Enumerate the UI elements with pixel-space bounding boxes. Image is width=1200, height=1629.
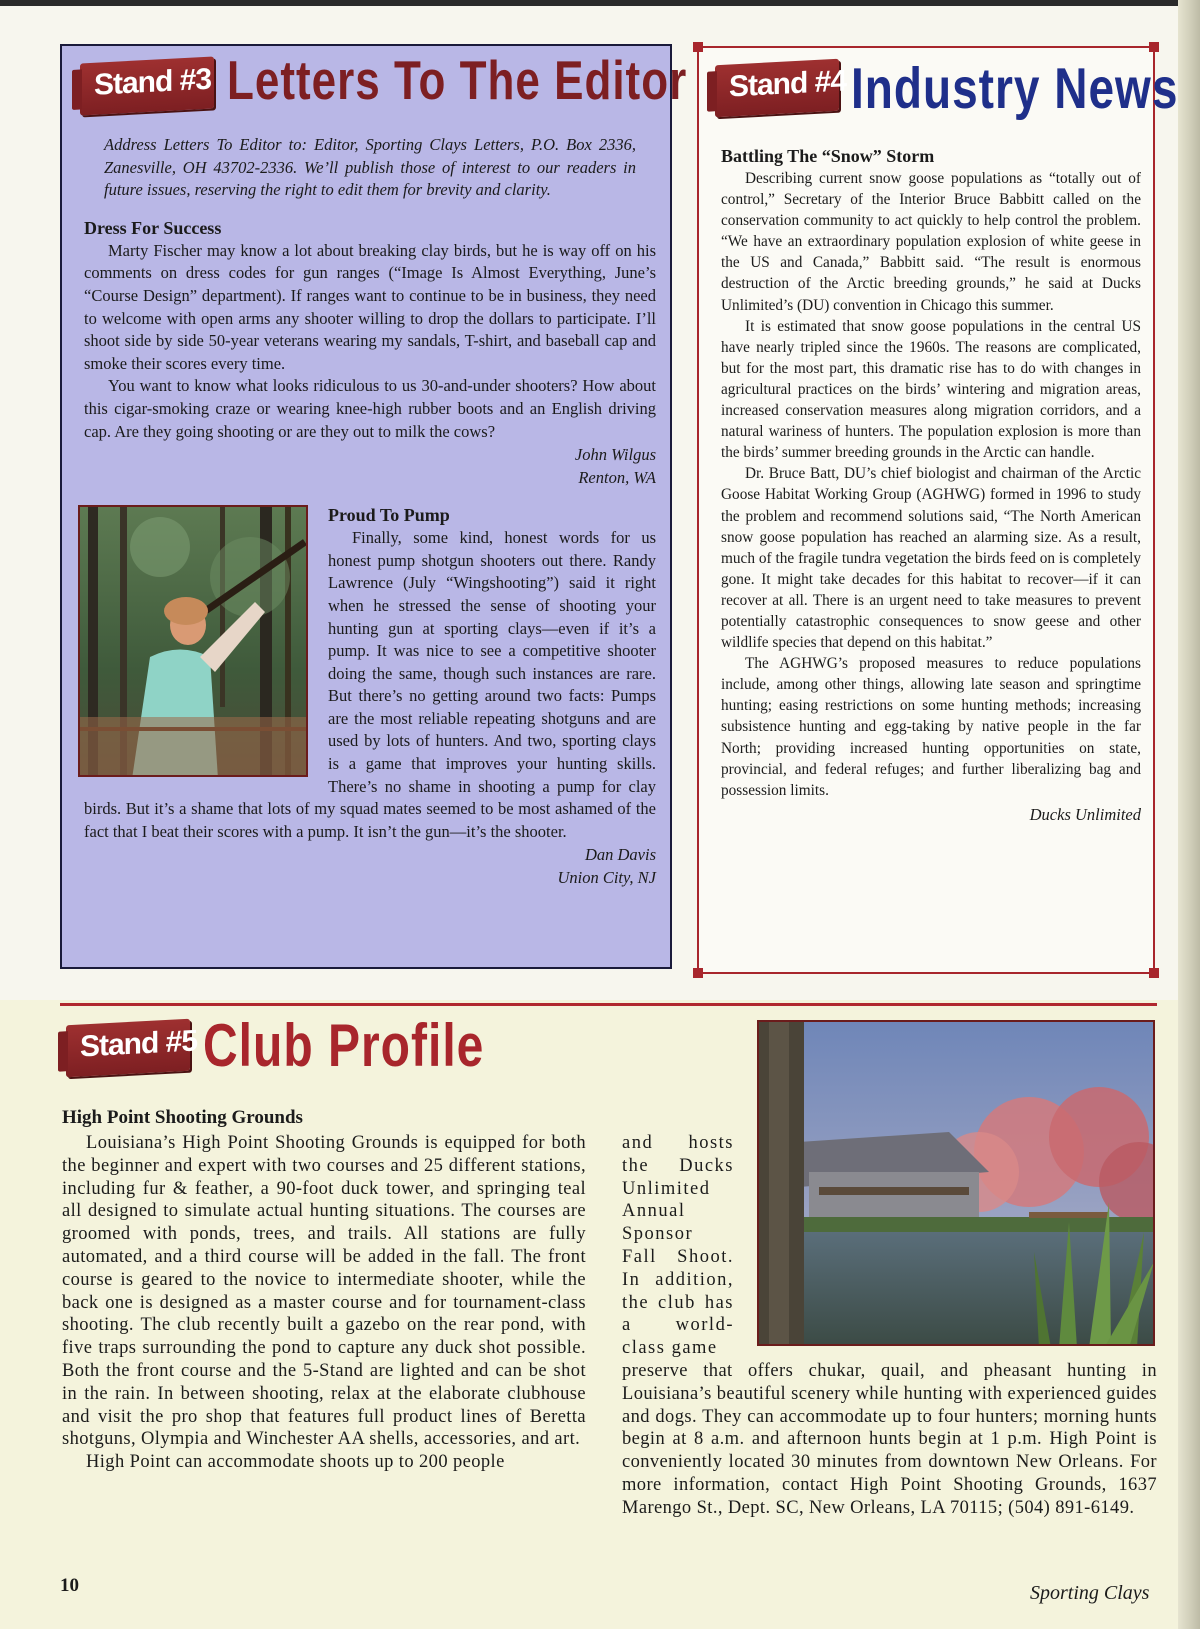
woman-shooting-shotgun-photo [78, 505, 308, 777]
letters-address: Address Letters To Editor to: Editor, Sporting Clays Letters, P.O. Box 2336, Zanesville, OH 43702-2336. We’ll publish those of interest to our readers in future issues, reserving the right to edit them for brevity and clarity. [104, 135, 636, 200]
letter1-body [84, 240, 656, 443]
news-source: Ducks Unlimited [1029, 804, 1141, 824]
profile-paragraph-2-start: High Point can accommodate shoots up to 200 people [86, 1452, 505, 1473]
photo-illustration [80, 507, 308, 777]
profile-heading: High Point Shooting Grounds [62, 1107, 303, 1128]
news-body [721, 168, 1141, 801]
section-divider [60, 1003, 1157, 1006]
letter1-paragraph-2: You want to know what looks ridiculous to us 30-and-under shooters? How about this cigar-smoking craze or wearing knee-high rubber boots and an English driving cap. Are they going shooting or are they out to milk the cows? [84, 376, 656, 441]
letter2 [84, 497, 656, 889]
page-edge [1178, 0, 1200, 1629]
box-corner [1149, 42, 1159, 52]
page-number: 10 [60, 1575, 79, 1596]
profile-column-2-narrow: and hosts the Ducks Unlimited Annual Sponsor Fall Shoot. In addition, the club has a world-class game [622, 1133, 734, 1359]
stand-3-tab: Stand #3 [80, 56, 214, 115]
letter1-heading: Dress For Success [84, 217, 222, 238]
stand-4-tab: Stand #4 [715, 59, 839, 117]
top-rule [0, 0, 1200, 6]
clubhouse-pond-photo [757, 1020, 1155, 1346]
letter1-signature-name: John Wilgus [574, 445, 656, 465]
news-article [721, 144, 1141, 826]
industry-news-box [697, 46, 1179, 974]
letter2-paragraph: Finally, some kind, honest words for us honest pump shotgun shooters out there. Randy Lawrence (July “Wingshooting”) said it right when he stressed the sense of shooting your hunting gun at sporting clays—even if it’s a pump. It was nice to see a competitive shooter doing the same, though such instances are rare. But there’s no getting around two facts: Pumps are the most reliable repeating shotguns and are used by lots of hunters. And two, sporting clays is a game that improves your hunting skills. There’s no shame in shooting a pump for clay birds. But it’s a shame that lots of my squad mates seemed to be most ashamed of the fact that I beat their scores with a pump. It isn’t the gun—it’s the shooter. [84, 528, 656, 841]
box-corner [1149, 968, 1159, 978]
box-corner [693, 968, 703, 978]
news-paragraph-1: Describing current snow goose populations as “totally out of control,” Secretary of the Interior Bruce Babbitt called on the conservation community to act quickly to help control the problem. “We have an extraordinary population explosion of white geese in the US and Canada,” Babbitt said. “The result is enormous destruction of the Arctic breeding grounds,” he said at Ducks Unlimited’s (DU) convention in Chicago this summer. [721, 170, 1141, 314]
news-paragraph-2: It is estimated that snow goose populations in the central US have nearly tripled since the 1960s. The reasons are complicated, but for the most part, this dramatic rise has to do with changes in agricultural practices on the birds’ wintering and migration areas, increased conservation measures along migration corridors, and a natural wariness of hunters. The population explosion is more than the birds’ summer breeding grounds in the Arctic can handle. [721, 317, 1141, 462]
letter2-signature-name: Dan Davis [584, 845, 656, 865]
news-paragraph-4: The AGHWG’s proposed measures to reduce populations include, among other things, allowing late season and springtime hunting; easing restrictions on some hunting methods; increasing subsistence hunting and egg-taking by native people in the far North; providing increased hunting opportunities on state, provincial, and federal refuges; and further liberalizing bag and possession limits. [721, 655, 1141, 799]
stand-5-tab: Stand #5 [66, 1019, 190, 1077]
letter1-paragraph-1: Marty Fischer may know a lot about breaking clay birds, but he is way off on his comments on dress codes for gun ranges (“Image Is Almost Everything, June’s “Course Design” department). If ranges want to continue to be in business, they need to welcome with open arms any shooter willing to drop the dollars to participate. I’ll shoot side by side 50-year veterans wearing my sandals, T-shirt, and baseball cap and smoke their scores every time. [84, 240, 656, 373]
photo-illustration [759, 1022, 1155, 1346]
letters-box [60, 44, 688, 969]
letter2-signature-place: Union City, NJ [557, 868, 656, 888]
club-profile-title: Club Profile [203, 1013, 485, 1080]
industry-news-title: Industry News [851, 55, 1179, 121]
magazine-name: Sporting Clays [1030, 1582, 1150, 1604]
news-heading: Battling The “Snow” Storm [721, 146, 935, 166]
news-paragraph-3: Dr. Bruce Batt, DU’s chief biologist and chairman of the Arctic Goose Habitat Working Group (AGHWG) formed in 1996 to study the problem and recommend solutions said, “The North American snow goose population has reached an alarming size. As a result, much of the fragile tundra vegetation the birds feed on is completely gone. It might take decades for this habitat to recover—if it can recover at all. There is an urgent need to take measures to prevent potentially catastrophic consequences to snow geese and other wildlife species that depend on this habitat.” [721, 465, 1141, 652]
letters-title: Letters To The Editor [227, 50, 688, 112]
profile-column-2-wide: preserve that offers chukar, quail, and pheasant hunting in Louisiana’s beautiful scenery while hunting with experienced guides and dogs. They can accommodate up to four hunters; morning hunts begin at 8 a.m. and afternoon hunts begin at 1 p.m. High Point is conveniently located 30 minutes from downtown New Orleans. For more information, contact High Point Shooting Grounds, 1637 Marengo St., Dept. SC, New Orleans, LA 70115; (504) 891-6149. [622, 1361, 1157, 1518]
box-corner [693, 42, 703, 52]
letter2-heading: Proud To Pump [328, 505, 450, 526]
profile-paragraph-1: Louisiana’s High Point Shooting Grounds is equipped for both the beginner and expert with two courses and 25 different stations, including fur & feather, a 90-foot duck tower, and springing teal all designed to simulate actual hunting situations. The courses are groomed with ponds, trees, and trails. All stations are fully automated, and a third course will be added in the fall. The front course is geared to the novice to intermediate shooter, while the back one is designed as a master course and for tournament-class shooting. The club recently built a gazebo on the rear pond, with five traps surrounding the pond to capture any duck shot possible. Both the front course and the 5-Stand are lighted and can be shot in the rain. In between shooting, relax at the elaborate clubhouse and visit the pro shop that features full product lines of Beretta shotguns, Olympia and Winchester AA shells, accessories, and art. [62, 1133, 586, 1450]
profile-column-1 [62, 1132, 586, 1474]
letter1-signature-place: Renton, WA [578, 468, 656, 488]
